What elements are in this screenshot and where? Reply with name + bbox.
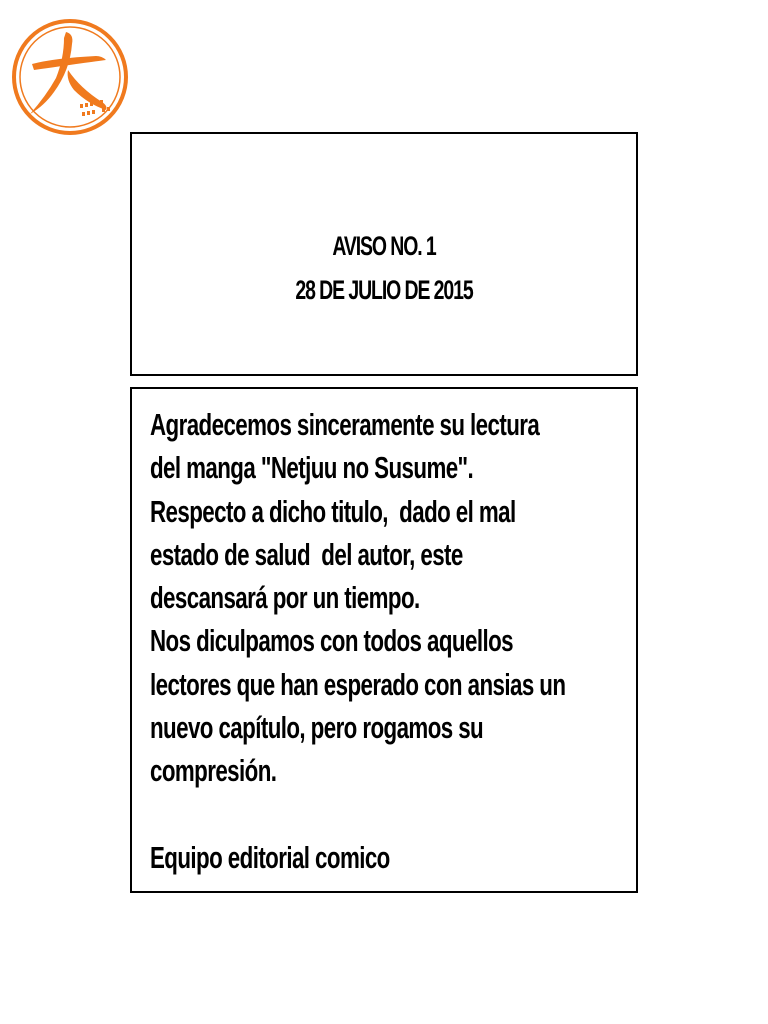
message-line: descansará por un tiempo. [150, 580, 420, 616]
notice-header-box [130, 132, 638, 376]
message-blank-line [150, 793, 596, 836]
message-line: del manga "Netjuu no Susume". [150, 450, 474, 486]
message-line: estado de salud del autor, este [150, 536, 463, 572]
message-line: Respecto a dicho titulo, dado el mal [150, 493, 516, 529]
notice-number: AVISO NO. 1 [332, 231, 436, 261]
message-line: Nos diculpamos con todos aquellos [150, 623, 513, 659]
message-line: lectores que han esperado con ansias un [150, 666, 566, 702]
message-line: compresión. [150, 753, 277, 789]
kanji-dai-seal-icon [10, 18, 130, 136]
message-line: nuevo capítulo, pero rogamos su [150, 710, 484, 746]
notice-message [150, 403, 596, 879]
message-signature: Equipo editorial comico [150, 839, 390, 875]
group-logo [10, 18, 130, 136]
notice-date: 28 DE JULIO DE 2015 [295, 275, 473, 305]
notice-header [132, 224, 636, 312]
message-line: Agradecemos sinceramente su lectura [150, 407, 540, 442]
notice-body-box [130, 387, 638, 893]
